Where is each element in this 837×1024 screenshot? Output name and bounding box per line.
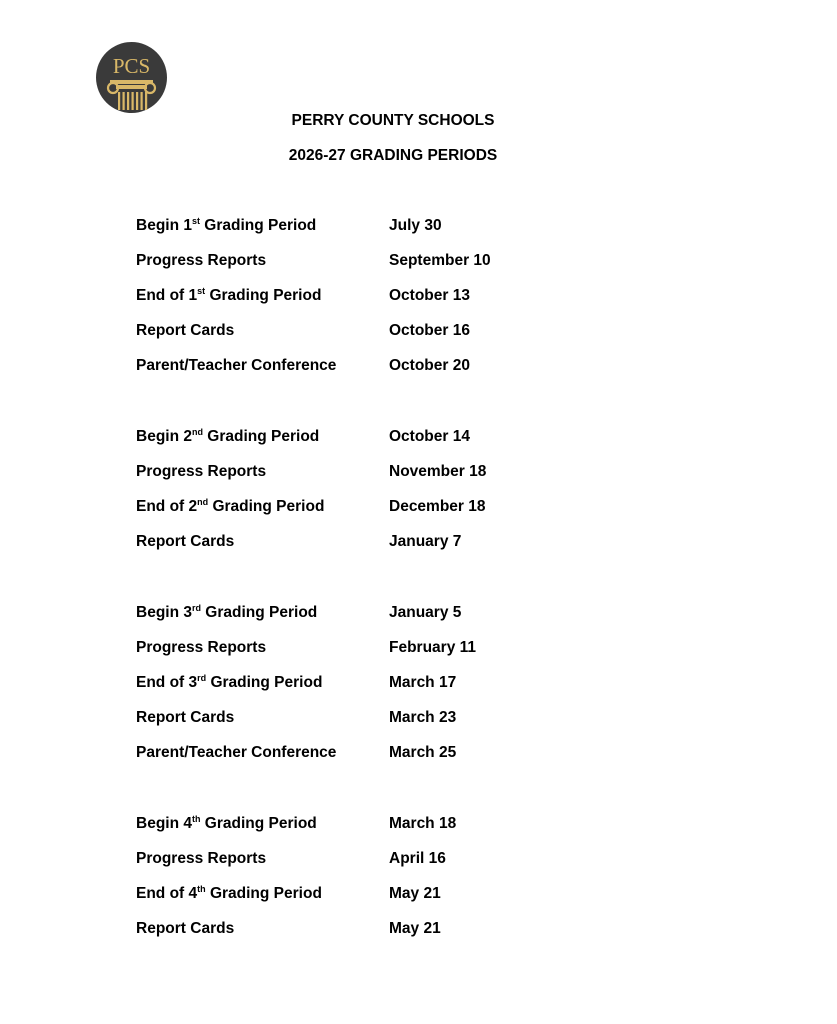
event-label-text: Report Cards bbox=[136, 920, 235, 937]
event-label bbox=[136, 885, 322, 903]
event-label bbox=[136, 604, 317, 622]
event-label-suffix: Grading Period bbox=[202, 428, 320, 445]
event-date: March 18 bbox=[389, 815, 457, 832]
list-item bbox=[136, 498, 636, 518]
event-date: March 17 bbox=[389, 674, 457, 691]
list-item bbox=[136, 287, 636, 307]
event-date: April 16 bbox=[389, 850, 446, 867]
event-label bbox=[136, 498, 324, 516]
event-label-text: Begin 3 bbox=[136, 604, 192, 621]
list-item bbox=[136, 885, 636, 905]
event-label-suffix: Grading Period bbox=[205, 885, 322, 902]
event-label-text: Parent/Teacher Conference bbox=[136, 744, 337, 761]
event-label-suffix: Grading Period bbox=[200, 217, 317, 234]
event-date: October 13 bbox=[389, 287, 470, 304]
ordinal-suffix: th bbox=[191, 813, 201, 824]
event-label-text: Begin 2 bbox=[136, 428, 192, 445]
list-item bbox=[136, 850, 636, 870]
event-label-text: Begin 4 bbox=[136, 815, 192, 832]
event-label bbox=[136, 815, 317, 833]
event-label-suffix: Grading Period bbox=[206, 674, 323, 691]
event-date: January 5 bbox=[389, 604, 462, 621]
list-item bbox=[136, 463, 636, 483]
event-label bbox=[136, 533, 234, 551]
list-item bbox=[136, 815, 636, 835]
logo-text: PCS bbox=[112, 54, 151, 78]
event-label bbox=[136, 322, 234, 340]
pcs-logo bbox=[96, 42, 167, 113]
event-date: July 30 bbox=[389, 217, 442, 234]
event-label bbox=[136, 428, 319, 446]
list-item bbox=[136, 639, 636, 659]
event-label bbox=[136, 287, 321, 305]
event-label bbox=[136, 252, 266, 270]
event-label bbox=[136, 357, 336, 375]
event-label bbox=[136, 744, 336, 762]
event-date: October 20 bbox=[389, 357, 470, 374]
event-label bbox=[136, 850, 266, 868]
event-date: March 25 bbox=[389, 744, 457, 761]
event-date: February 11 bbox=[389, 639, 477, 656]
list-item bbox=[136, 744, 636, 764]
ordinal-suffix: nd bbox=[191, 426, 203, 437]
event-label-suffix: Grading Period bbox=[200, 815, 317, 832]
event-date: March 23 bbox=[389, 709, 457, 726]
event-label bbox=[136, 463, 266, 481]
list-item bbox=[136, 357, 636, 377]
event-date: May 21 bbox=[389, 920, 441, 937]
list-item bbox=[136, 533, 636, 553]
page-subtitle: 2026-27 GRADING PERIODS bbox=[288, 147, 498, 164]
list-item bbox=[136, 252, 636, 272]
list-item bbox=[136, 217, 636, 237]
event-label-text: Progress Reports bbox=[136, 639, 267, 656]
ordinal-suffix: th bbox=[197, 883, 206, 894]
event-label-suffix: Grading Period bbox=[200, 604, 318, 621]
event-label-text: End of 2 bbox=[136, 498, 198, 515]
event-label-suffix: Grading Period bbox=[205, 287, 322, 304]
event-label bbox=[136, 674, 322, 692]
event-label bbox=[136, 639, 266, 657]
list-item bbox=[136, 709, 636, 729]
event-label bbox=[136, 709, 234, 727]
event-date: October 16 bbox=[389, 322, 470, 339]
event-date: May 21 bbox=[389, 885, 441, 902]
ordinal-suffix: nd bbox=[197, 496, 209, 507]
event-label-text: Progress Reports bbox=[136, 252, 267, 269]
event-label-text: End of 1 bbox=[136, 287, 198, 304]
ordinal-suffix: st bbox=[191, 215, 200, 226]
event-label-text: Report Cards bbox=[136, 533, 235, 550]
event-label-text: Report Cards bbox=[136, 322, 235, 339]
event-date: October 14 bbox=[389, 428, 470, 445]
event-label-suffix: Grading Period bbox=[208, 498, 325, 515]
event-label-text: End of 4 bbox=[136, 885, 198, 902]
list-item bbox=[136, 322, 636, 342]
event-label bbox=[136, 920, 234, 938]
event-label-text: Report Cards bbox=[136, 709, 235, 726]
list-item bbox=[136, 920, 636, 940]
list-item bbox=[136, 604, 636, 624]
list-item bbox=[136, 674, 636, 694]
event-label-text: End of 3 bbox=[136, 674, 198, 691]
event-date: December 18 bbox=[389, 498, 486, 515]
page-title: PERRY COUNTY SCHOOLS bbox=[291, 112, 495, 129]
event-label-text: Progress Reports bbox=[136, 463, 267, 480]
event-label-text: Begin 1 bbox=[136, 217, 192, 234]
event-label-text: Parent/Teacher Conference bbox=[136, 357, 337, 374]
event-date: November 18 bbox=[389, 463, 487, 480]
event-date: January 7 bbox=[389, 533, 462, 550]
ordinal-suffix: rd bbox=[197, 672, 207, 683]
event-label-text: Progress Reports bbox=[136, 850, 267, 867]
ordinal-suffix: rd bbox=[191, 602, 201, 613]
event-label bbox=[136, 217, 316, 235]
list-item bbox=[136, 428, 636, 448]
column-capital-icon bbox=[96, 42, 167, 113]
ordinal-suffix: st bbox=[197, 285, 206, 296]
event-date: September 10 bbox=[389, 252, 491, 269]
